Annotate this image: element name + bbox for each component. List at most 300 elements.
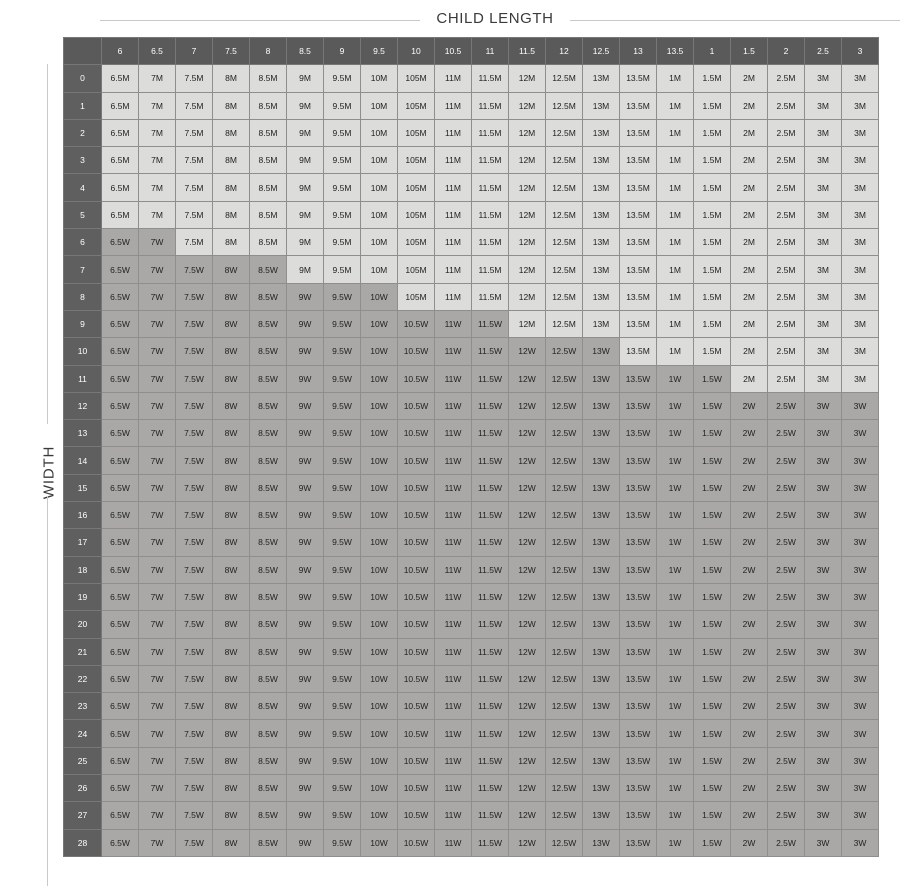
table-cell: 2.5M xyxy=(768,65,805,92)
row-header: 20 xyxy=(64,611,102,638)
table-cell: 3M xyxy=(805,65,842,92)
table-cell: 2.5M xyxy=(768,92,805,119)
table-cell: 7.5W xyxy=(176,420,213,447)
table-cell: 6.5W xyxy=(102,665,139,692)
table-cell: 11.5W xyxy=(472,556,509,583)
table-cell: 7W xyxy=(139,693,176,720)
table-cell: 10W xyxy=(361,583,398,610)
table-cell: 2.5W xyxy=(768,556,805,583)
table-cell: 11.5W xyxy=(472,720,509,747)
table-cell: 8.5W xyxy=(250,720,287,747)
table-row xyxy=(64,775,879,802)
table-cell: 9.5M xyxy=(324,147,361,174)
table-cell: 11M xyxy=(435,283,472,310)
table-cell: 2M xyxy=(731,147,768,174)
table-row xyxy=(64,229,879,256)
table-cell: 12M xyxy=(509,256,546,283)
table-cell: 12.5W xyxy=(546,556,583,583)
table-cell: 11W xyxy=(435,747,472,774)
table-cell: 105M xyxy=(398,174,435,201)
table-cell: 9.5W xyxy=(324,611,361,638)
table-cell: 3W xyxy=(805,556,842,583)
table-cell: 11W xyxy=(435,420,472,447)
table-cell: 12W xyxy=(509,474,546,501)
table-cell: 9.5W xyxy=(324,447,361,474)
table-cell: 6.5W xyxy=(102,611,139,638)
table-cell: 8W xyxy=(213,556,250,583)
table-cell: 11W xyxy=(435,611,472,638)
column-header: 3 xyxy=(842,38,879,65)
table-header xyxy=(64,38,879,65)
table-cell: 9.5M xyxy=(324,65,361,92)
table-cell: 1.5W xyxy=(694,693,731,720)
table-cell: 10W xyxy=(361,474,398,501)
table-cell: 8.5W xyxy=(250,638,287,665)
table-cell: 2M xyxy=(731,92,768,119)
table-cell: 13.5W xyxy=(620,693,657,720)
table-cell: 3W xyxy=(842,775,879,802)
table-cell: 1M xyxy=(657,229,694,256)
table-cell: 6.5W xyxy=(102,310,139,337)
table-cell: 13.5M xyxy=(620,65,657,92)
table-cell: 11W xyxy=(435,829,472,856)
table-cell: 9W xyxy=(287,638,324,665)
table-cell: 7W xyxy=(139,338,176,365)
table-cell: 2.5M xyxy=(768,174,805,201)
table-cell: 2.5W xyxy=(768,665,805,692)
column-header: 12.5 xyxy=(583,38,620,65)
row-header: 2 xyxy=(64,119,102,146)
table-cell: 9.5W xyxy=(324,310,361,337)
y-axis-title-area xyxy=(34,64,64,886)
table-cell: 10.5W xyxy=(398,447,435,474)
table-cell: 3W xyxy=(842,829,879,856)
table-cell: 8.5W xyxy=(250,256,287,283)
table-cell: 3W xyxy=(805,529,842,556)
table-cell: 11.5W xyxy=(472,829,509,856)
table-cell: 9.5W xyxy=(324,638,361,665)
row-header: 14 xyxy=(64,447,102,474)
table-cell: 1M xyxy=(657,65,694,92)
table-cell: 1M xyxy=(657,256,694,283)
table-cell: 13W xyxy=(583,747,620,774)
table-cell: 1M xyxy=(657,147,694,174)
table-cell: 12.5W xyxy=(546,338,583,365)
table-cell: 2.5M xyxy=(768,338,805,365)
table-cell: 8.5W xyxy=(250,529,287,556)
table-cell: 10.5W xyxy=(398,338,435,365)
table-cell: 2W xyxy=(731,392,768,419)
table-cell: 3W xyxy=(805,802,842,829)
table-cell: 6.5W xyxy=(102,693,139,720)
table-cell: 7W xyxy=(139,365,176,392)
table-cell: 1M xyxy=(657,338,694,365)
table-cell: 2W xyxy=(731,747,768,774)
table-cell: 13W xyxy=(583,665,620,692)
table-cell: 1W xyxy=(657,583,694,610)
table-cell: 7W xyxy=(139,802,176,829)
table-cell: 6.5W xyxy=(102,720,139,747)
table-cell: 1.5W xyxy=(694,365,731,392)
table-cell: 6.5W xyxy=(102,256,139,283)
table-cell: 8W xyxy=(213,747,250,774)
table-cell: 6.5W xyxy=(102,638,139,665)
table-cell: 11.5W xyxy=(472,310,509,337)
table-cell: 7.5W xyxy=(176,665,213,692)
row-header: 6 xyxy=(64,229,102,256)
table-cell: 1W xyxy=(657,392,694,419)
table-cell: 10W xyxy=(361,747,398,774)
table-cell: 8.5W xyxy=(250,829,287,856)
table-cell: 10.5W xyxy=(398,583,435,610)
title-rule-right xyxy=(570,20,900,21)
table-cell: 1.5M xyxy=(694,174,731,201)
table-cell: 7W xyxy=(139,256,176,283)
table-cell: 13W xyxy=(583,693,620,720)
table-cell: 12W xyxy=(509,556,546,583)
table-cell: 11W xyxy=(435,556,472,583)
table-cell: 1.5M xyxy=(694,147,731,174)
table-cell: 7.5W xyxy=(176,502,213,529)
table-cell: 8.5W xyxy=(250,693,287,720)
table-cell: 2W xyxy=(731,693,768,720)
table-cell: 12M xyxy=(509,65,546,92)
table-cell: 11.5M xyxy=(472,92,509,119)
table-cell: 7.5W xyxy=(176,747,213,774)
table-cell: 2M xyxy=(731,256,768,283)
table-cell: 6.5M xyxy=(102,147,139,174)
table-cell: 7.5W xyxy=(176,529,213,556)
table-cell: 9W xyxy=(287,365,324,392)
table-cell: 2M xyxy=(731,338,768,365)
table-cell: 1M xyxy=(657,201,694,228)
table-cell: 9.5W xyxy=(324,720,361,747)
table-cell: 9M xyxy=(287,65,324,92)
table-cell: 1M xyxy=(657,92,694,119)
row-header: 22 xyxy=(64,665,102,692)
table-cell: 13W xyxy=(583,529,620,556)
table-cell: 9W xyxy=(287,447,324,474)
table-cell: 2.5M xyxy=(768,283,805,310)
table-cell: 2.5W xyxy=(768,529,805,556)
table-cell: 7M xyxy=(139,147,176,174)
table-row xyxy=(64,583,879,610)
table-cell: 8.5W xyxy=(250,583,287,610)
table-cell: 12.5M xyxy=(546,119,583,146)
table-cell: 105M xyxy=(398,201,435,228)
column-header: 7.5 xyxy=(213,38,250,65)
table-cell: 12.5W xyxy=(546,392,583,419)
table-cell: 11.5M xyxy=(472,201,509,228)
table-row xyxy=(64,310,879,337)
table-cell: 12M xyxy=(509,201,546,228)
table-cell: 9.5M xyxy=(324,92,361,119)
table-cell: 6.5W xyxy=(102,420,139,447)
table-cell: 8.5W xyxy=(250,310,287,337)
table-cell: 11.5W xyxy=(472,693,509,720)
table-cell: 7W xyxy=(139,665,176,692)
table-cell: 9.5M xyxy=(324,201,361,228)
table-cell: 13M xyxy=(583,174,620,201)
table-cell: 3M xyxy=(842,229,879,256)
table-cell: 1.5M xyxy=(694,65,731,92)
table-cell: 7M xyxy=(139,65,176,92)
table-cell: 2.5M xyxy=(768,201,805,228)
row-header: 0 xyxy=(64,65,102,92)
row-header: 11 xyxy=(64,365,102,392)
table-cell: 8.5W xyxy=(250,474,287,501)
table-cell: 8W xyxy=(213,365,250,392)
table-cell: 8.5W xyxy=(250,338,287,365)
table-cell: 3M xyxy=(805,201,842,228)
table-row xyxy=(64,747,879,774)
table-cell: 3W xyxy=(842,420,879,447)
table-cell: 8.5M xyxy=(250,119,287,146)
table-cell: 13W xyxy=(583,775,620,802)
table-cell: 2M xyxy=(731,283,768,310)
table-cell: 7.5W xyxy=(176,310,213,337)
table-cell: 2W xyxy=(731,720,768,747)
table-cell: 11M xyxy=(435,119,472,146)
table-cell: 12.5M xyxy=(546,201,583,228)
table-cell: 13.5W xyxy=(620,802,657,829)
table-row xyxy=(64,802,879,829)
column-header: 13.5 xyxy=(657,38,694,65)
table-cell: 12M xyxy=(509,283,546,310)
table-cell: 8W xyxy=(213,256,250,283)
table-cell: 9M xyxy=(287,201,324,228)
table-cell: 13W xyxy=(583,420,620,447)
table-cell: 7M xyxy=(139,174,176,201)
table-cell: 13M xyxy=(583,65,620,92)
table-cell: 2.5W xyxy=(768,638,805,665)
table-cell: 2.5M xyxy=(768,229,805,256)
table-cell: 11W xyxy=(435,583,472,610)
table-cell: 8.5W xyxy=(250,775,287,802)
table-cell: 3M xyxy=(805,119,842,146)
table-cell: 7.5M xyxy=(176,174,213,201)
table-cell: 3W xyxy=(805,474,842,501)
table-cell: 2.5M xyxy=(768,147,805,174)
table-cell: 1W xyxy=(657,556,694,583)
table-cell: 13.5W xyxy=(620,420,657,447)
table-cell: 6.5W xyxy=(102,583,139,610)
table-cell: 8.5M xyxy=(250,147,287,174)
table-cell: 2W xyxy=(731,502,768,529)
row-header: 15 xyxy=(64,474,102,501)
ylabel-rule-bottom xyxy=(47,496,48,886)
table-cell: 8W xyxy=(213,775,250,802)
table-cell: 7.5W xyxy=(176,447,213,474)
table-cell: 12W xyxy=(509,338,546,365)
row-header: 21 xyxy=(64,638,102,665)
table-cell: 7W xyxy=(139,392,176,419)
table-cell: 1.5W xyxy=(694,447,731,474)
table-cell: 9W xyxy=(287,802,324,829)
table-cell: 7.5W xyxy=(176,583,213,610)
table-cell: 3M xyxy=(842,201,879,228)
table-cell: 8.5M xyxy=(250,92,287,119)
table-cell: 7.5W xyxy=(176,829,213,856)
table-cell: 9W xyxy=(287,720,324,747)
table-cell: 7M xyxy=(139,201,176,228)
table-cell: 9.5W xyxy=(324,556,361,583)
table-cell: 3W xyxy=(805,638,842,665)
table-cell: 12W xyxy=(509,693,546,720)
table-cell: 2.5W xyxy=(768,747,805,774)
table-cell: 13.5W xyxy=(620,775,657,802)
table-cell: 1W xyxy=(657,365,694,392)
table-cell: 9M xyxy=(287,174,324,201)
table-cell: 11W xyxy=(435,775,472,802)
table-cell: 8W xyxy=(213,829,250,856)
table-cell: 3W xyxy=(805,611,842,638)
table-cell: 13.5W xyxy=(620,611,657,638)
table-cell: 9M xyxy=(287,147,324,174)
table-cell: 10W xyxy=(361,638,398,665)
table-cell: 1W xyxy=(657,720,694,747)
table-cell: 12.5W xyxy=(546,611,583,638)
table-cell: 9W xyxy=(287,529,324,556)
table-cell: 1W xyxy=(657,665,694,692)
table-cell: 3M xyxy=(805,92,842,119)
row-header: 19 xyxy=(64,583,102,610)
table-cell: 8.5W xyxy=(250,502,287,529)
table-cell: 7M xyxy=(139,119,176,146)
table-cell: 9M xyxy=(287,256,324,283)
title-rule-left xyxy=(100,20,420,21)
table-cell: 7W xyxy=(139,474,176,501)
table-cell: 1.5W xyxy=(694,529,731,556)
table-cell: 9.5W xyxy=(324,529,361,556)
table-cell: 11.5W xyxy=(472,365,509,392)
table-cell: 1.5W xyxy=(694,583,731,610)
table-cell: 8W xyxy=(213,392,250,419)
table-cell: 12.5W xyxy=(546,775,583,802)
table-cell: 3M xyxy=(842,174,879,201)
table-row xyxy=(64,611,879,638)
table-cell: 11.5W xyxy=(472,392,509,419)
table-cell: 1.5M xyxy=(694,310,731,337)
table-cell: 9.5W xyxy=(324,693,361,720)
table-cell: 13M xyxy=(583,283,620,310)
table-cell: 9.5W xyxy=(324,583,361,610)
table-cell: 13.5M xyxy=(620,147,657,174)
table-cell: 11.5W xyxy=(472,474,509,501)
table-cell: 6.5W xyxy=(102,338,139,365)
corner-cell xyxy=(64,38,102,65)
table-cell: 1.5M xyxy=(694,92,731,119)
table-row xyxy=(64,829,879,856)
table-cell: 1.5W xyxy=(694,420,731,447)
table-cell: 9W xyxy=(287,693,324,720)
table-cell: 12M xyxy=(509,174,546,201)
table-cell: 3W xyxy=(805,747,842,774)
table-cell: 10.5W xyxy=(398,802,435,829)
column-header: 8 xyxy=(250,38,287,65)
table-cell: 12W xyxy=(509,665,546,692)
row-header: 27 xyxy=(64,802,102,829)
table-cell: 3W xyxy=(805,829,842,856)
table-cell: 11.5W xyxy=(472,529,509,556)
table-cell: 9W xyxy=(287,747,324,774)
table-cell: 11M xyxy=(435,201,472,228)
row-header: 13 xyxy=(64,420,102,447)
table-cell: 12.5M xyxy=(546,65,583,92)
table-cell: 13.5W xyxy=(620,392,657,419)
table-cell: 7.5W xyxy=(176,392,213,419)
table-cell: 1.5W xyxy=(694,665,731,692)
table-cell: 12.5W xyxy=(546,693,583,720)
table-cell: 12W xyxy=(509,638,546,665)
table-cell: 9.5W xyxy=(324,283,361,310)
table-cell: 3M xyxy=(805,365,842,392)
table-cell: 7.5W xyxy=(176,338,213,365)
table-cell: 3W xyxy=(842,392,879,419)
table-cell: 1M xyxy=(657,283,694,310)
table-cell: 10W xyxy=(361,802,398,829)
table-cell: 7.5W xyxy=(176,611,213,638)
table-cell: 105M xyxy=(398,229,435,256)
table-cell: 2W xyxy=(731,638,768,665)
ylabel-rule-top xyxy=(47,64,48,424)
row-header: 10 xyxy=(64,338,102,365)
table-cell: 9.5W xyxy=(324,829,361,856)
table-row xyxy=(64,693,879,720)
table-cell: 7W xyxy=(139,638,176,665)
table-cell: 12.5M xyxy=(546,256,583,283)
table-cell: 12W xyxy=(509,583,546,610)
table-cell: 10W xyxy=(361,720,398,747)
column-header: 13 xyxy=(620,38,657,65)
table-cell: 11W xyxy=(435,665,472,692)
table-cell: 11.5W xyxy=(472,638,509,665)
table-cell: 7M xyxy=(139,92,176,119)
table-cell: 10.5W xyxy=(398,747,435,774)
table-cell: 8W xyxy=(213,474,250,501)
table-cell: 3W xyxy=(805,420,842,447)
table-cell: 3M xyxy=(842,310,879,337)
table-cell: 2M xyxy=(731,365,768,392)
table-cell: 12W xyxy=(509,529,546,556)
row-header: 23 xyxy=(64,693,102,720)
table-row xyxy=(64,529,879,556)
table-cell: 1W xyxy=(657,420,694,447)
table-cell: 10W xyxy=(361,775,398,802)
table-cell: 13.5W xyxy=(620,447,657,474)
row-header: 16 xyxy=(64,502,102,529)
table-cell: 1.5W xyxy=(694,502,731,529)
table-cell: 11W xyxy=(435,529,472,556)
table-cell: 13M xyxy=(583,256,620,283)
table-cell: 9W xyxy=(287,310,324,337)
table-cell: 3W xyxy=(805,392,842,419)
table-cell: 11M xyxy=(435,147,472,174)
table-cell: 2M xyxy=(731,201,768,228)
table-cell: 7W xyxy=(139,611,176,638)
table-cell: 8.5M xyxy=(250,65,287,92)
table-cell: 3M xyxy=(805,256,842,283)
table-cell: 3W xyxy=(842,447,879,474)
row-header: 8 xyxy=(64,283,102,310)
table-cell: 6.5W xyxy=(102,775,139,802)
table-cell: 11.5W xyxy=(472,583,509,610)
table-cell: 3M xyxy=(842,256,879,283)
table-cell: 8W xyxy=(213,583,250,610)
table-cell: 9W xyxy=(287,474,324,501)
table-cell: 13.5W xyxy=(620,556,657,583)
table-cell: 8.5W xyxy=(250,447,287,474)
